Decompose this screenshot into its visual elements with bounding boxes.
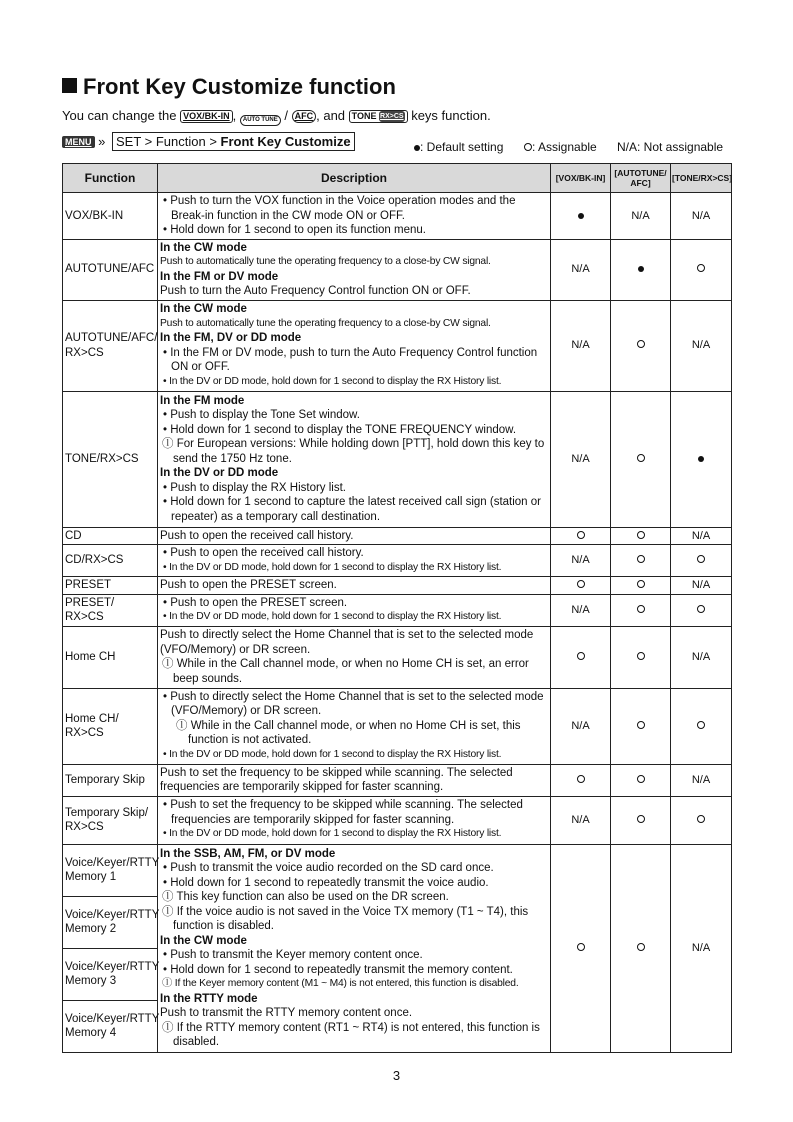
- table-row: PRESET/ RX>CS • Push to open the PRESET screen. • In the DV or DD mode, hold down for 1 second to display the RX History list. N/A: [63, 594, 732, 626]
- table-row: TONE/RX>CS In the FM mode • Push to display the Tone Set window. • Hold down for 1 second to display the TONE FREQUENCY window. ⓛ For European versions: While holding down [PTT], hold down this key to send the 1750 Hz tone. In the DV or DD mode • Push to display the RX History list. • Hold down for 1 second to capture the latest received call sign (station or repeater) as a temporary call destination. N/A: [63, 391, 732, 527]
- square-bullet-icon: [62, 78, 77, 93]
- table-row: AUTOTUNE/AFC/ RX>CS In the CW mode Push to automatically tune the operating frequency to a close-by CW signal. In the FM, DV or DD mode • In the FM or DV mode, push to turn the Auto Frequency Control function ON or OFF. • In the DV or DD mode, hold down for 1 second to display the RX History list. N/A N/A: [63, 300, 732, 391]
- table-row: Voice/Keyer/RTTY Memory 1 In the SSB, AM, FM, or DV mode • Push to transmit the voice audio recorded on the SD card once. • Hold down for 1 second to repeatedly transmit the voice audio. ⓛ This key function can also be used on the DR screen. ⓛ If the voice audio is not saved in the Voice TX memory (T1 ~ T4), this function is disabled. In the CW mode • Push to transmit the Keyer memory content once. • Hold down for 1 second to repeatedly transmit the memory content. ⓛ If the Keyer memory content (M1 ~ M4) is not entered, this function is disabled. In the RTTY mode Push to transmit the RTTY memory content once. ⓛ If the RTTY memory content (RT1 ~ RT4) is not entered, this function is disabled. N/A: [63, 844, 732, 896]
- table-row: VOX/BK-IN • Push to turn the VOX function in the Voice operation modes and the Break-in function in the CW mode ON or OFF. • Hold down for 1 second to open its function menu. N/A N/A: [63, 193, 732, 240]
- intro-line: You can change the VOX/BK-IN , AUTO TUNE / AFC , and TONE RX>CS keys function.: [62, 108, 491, 126]
- assignable-circle-icon: [637, 454, 645, 462]
- info-icon: ⓛ: [162, 438, 174, 451]
- assignable-circle-icon: [637, 815, 645, 823]
- page-number: 3: [392, 1068, 401, 1083]
- table-header: [63, 164, 732, 193]
- table-row: Voice/Keyer/RTTY Memory 3: [63, 948, 732, 1000]
- info-icon: ⓛ: [162, 978, 173, 989]
- assignable-circle-icon: [637, 943, 645, 951]
- default-dot-icon: [578, 213, 584, 219]
- table-row: Home CH Push to directly select the Home Channel that is set to the selected mode (VFO/Memory) or DR screen. ⓛ While in the Call channel mode, or when no Home CH is set, an error beep sounds. N/A: [63, 626, 732, 688]
- default-dot-icon: [698, 456, 704, 462]
- info-icon: ⓛ: [176, 719, 188, 732]
- assignable-circle-icon: [697, 555, 705, 563]
- table-row: Home CH/ RX>CS • Push to directly select the Home Channel that is set to the selected mode (VFO/Memory) or DR screen. ⓛ While in the Call channel mode, or when no Home CH is set, this function is not activated. • In the DV or DD mode, hold down for 1 second to display the RX History list. N/A: [63, 688, 732, 764]
- assignable-circle-icon: [637, 775, 645, 783]
- assignable-circle-icon: [577, 775, 585, 783]
- page-title: Front Key Customize function: [62, 74, 396, 100]
- legend-default: : Default setting: [414, 140, 503, 154]
- assignable-circle-icon: [697, 815, 705, 823]
- assignable-circle-icon: [577, 652, 585, 660]
- autotune-key-icon: AUTO TUNE: [240, 115, 281, 126]
- assignable-circle-icon: [637, 580, 645, 588]
- default-dot-icon: [638, 266, 644, 272]
- assignable-circle-icon: [637, 531, 645, 539]
- menu-path: MENU » SET > Function > Front Key Customize: [62, 132, 355, 151]
- table-row: CD Push to open the received call history. N/A: [63, 527, 732, 545]
- table-row: Voice/Keyer/RTTY Memory 4: [63, 1000, 732, 1052]
- assignable-circle-icon: [697, 721, 705, 729]
- header-col3: [TONE/RX>CS]: [671, 164, 732, 193]
- table-row: PRESET Push to open the PRESET screen. N/A: [63, 577, 732, 595]
- info-icon: ⓛ: [162, 1021, 174, 1034]
- assignable-circle-icon: [637, 652, 645, 660]
- table-row: AUTOTUNE/AFC In the CW mode Push to automatically tune the operating frequency to a close-by CW signal. In the FM or DV mode Push to turn the Auto Frequency Control function ON or OFF. N/A: [63, 239, 732, 300]
- table-row: Temporary Skip/ RX>CS • Push to set the frequency to be skipped while scanning. The selected frequencies are temporarily skipped for faster scanning. • In the DV or DD mode, hold down for 1 second to display the RX History list. N/A: [63, 796, 732, 844]
- tone-key-icon: TONE RX>CS: [349, 110, 408, 123]
- header-description: Description: [158, 164, 551, 193]
- assignable-circle-icon: [577, 943, 585, 951]
- assignable-circle-icon: [577, 580, 585, 588]
- function-table: [62, 163, 732, 1053]
- assignable-circle-icon: [697, 605, 705, 613]
- info-icon: ⓛ: [162, 905, 174, 918]
- assignable-circle-icon: [637, 721, 645, 729]
- header-col2: [AUTOTUNE/ AFC]: [611, 164, 671, 193]
- assignable-circle-icon: [697, 264, 705, 272]
- vox-key-icon: VOX/BK-IN: [180, 110, 233, 123]
- table-row: Voice/Keyer/RTTY Memory 2: [63, 896, 732, 948]
- table-row: CD/RX>CS • Push to open the received call history. • In the DV or DD mode, hold down for 1 second to display the RX History list. N/A: [63, 545, 732, 577]
- afc-key-icon: AFC: [292, 110, 317, 123]
- table-row: Temporary Skip Push to set the frequency to be skipped while scanning. The selected frequencies are temporarily skipped for faster scanning. N/A: [63, 764, 732, 796]
- header-function: Function: [63, 164, 158, 193]
- menu-key-icon: MENU: [62, 136, 95, 148]
- legend-na: N/A: Not assignable: [617, 140, 724, 154]
- header-col1: [VOX/BK-IN]: [551, 164, 611, 193]
- assignable-circle-icon: [637, 340, 645, 348]
- legend-assignable: : Assignable: [524, 140, 597, 154]
- assignable-circle-icon: [577, 531, 585, 539]
- assignable-circle-icon: [637, 555, 645, 563]
- open-circle-icon: [524, 143, 532, 151]
- info-icon: ⓛ: [162, 658, 174, 670]
- assignable-circle-icon: [637, 605, 645, 613]
- menu-path-box: SET > Function > Front Key Customize: [112, 132, 355, 151]
- info-icon: ⓛ: [162, 891, 174, 903]
